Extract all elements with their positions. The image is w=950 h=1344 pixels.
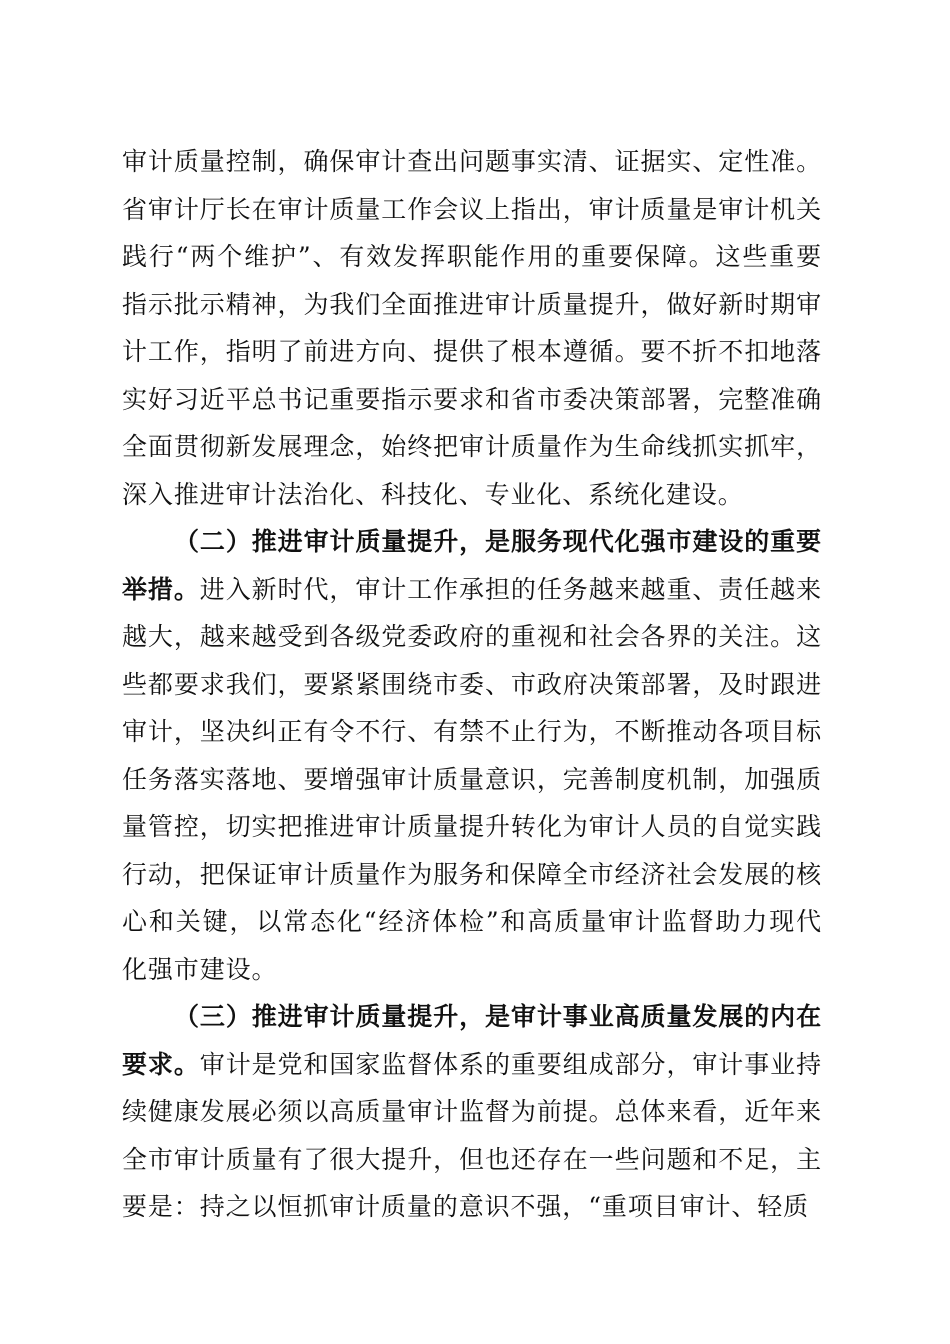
paragraph-2-body: 进入新时代，审计工作承担的任务越来越重、责任越来越大，越来越受到各级党委政府的重视和社会各界的关注。这些都要求我们，要紧紧围绕市委、市政府决策部署，及时跟进审计，坚决纠正有令不行、有禁不止行为，不断推动各项目标任务落实落地、要增强审计质量意识，完善制度机制，加强质量管控，切实把推进审计质量提升转化为审计人员的自觉实践行动，把保证审计质量作为服务和保障全市经济社会发展的核心和关键，以常态化“经济体检”和高质量审计监督助力现代化强市建设。 (122, 574, 822, 984)
paragraph-3-heading: （三）推进审计质量提升，是审计事业高质量发展的内在要求。 (122, 1002, 822, 1079)
paragraph-1-body: 审计质量控制，确保审计查出问题事实清、证据实、定性准。省审计厅长在审计质量工作会议上指出，审计质量是审计机关践行“两个维护”、有效发挥职能作用的重要保障。这些重要指示批示精神，为我们全面推进审计质量提升，做好新时期审计工作，指明了前进方向、提供了根本遵循。要不折不扣地落实好习近平总书记重要指示要求和省市委决策部署，完整准确全面贯彻新发展理念，始终把审计质量作为生命线抓实抓牢，深入推进审计法治化、科技化、专业化、系统化建设。 (122, 147, 822, 509)
paragraph-3 (122, 993, 822, 1231)
paragraph-2 (122, 518, 822, 993)
paragraph-2-heading: （二）推进审计质量提升，是服务现代化强市建设的重要举措。 (122, 527, 822, 604)
document-body (122, 138, 822, 1231)
paragraph-3-body: 审计是党和国家监督体系的重要组成部分，审计事业持续健康发展必须以高质量审计监督为前提。总体来看，近年来全市审计质量有了很大提升，但也还存在一些问题和不足，主要是：持之以恒抓审计质量的意识不强，“重项目审计、轻质 (122, 1049, 822, 1221)
paragraph-1 (122, 138, 822, 518)
